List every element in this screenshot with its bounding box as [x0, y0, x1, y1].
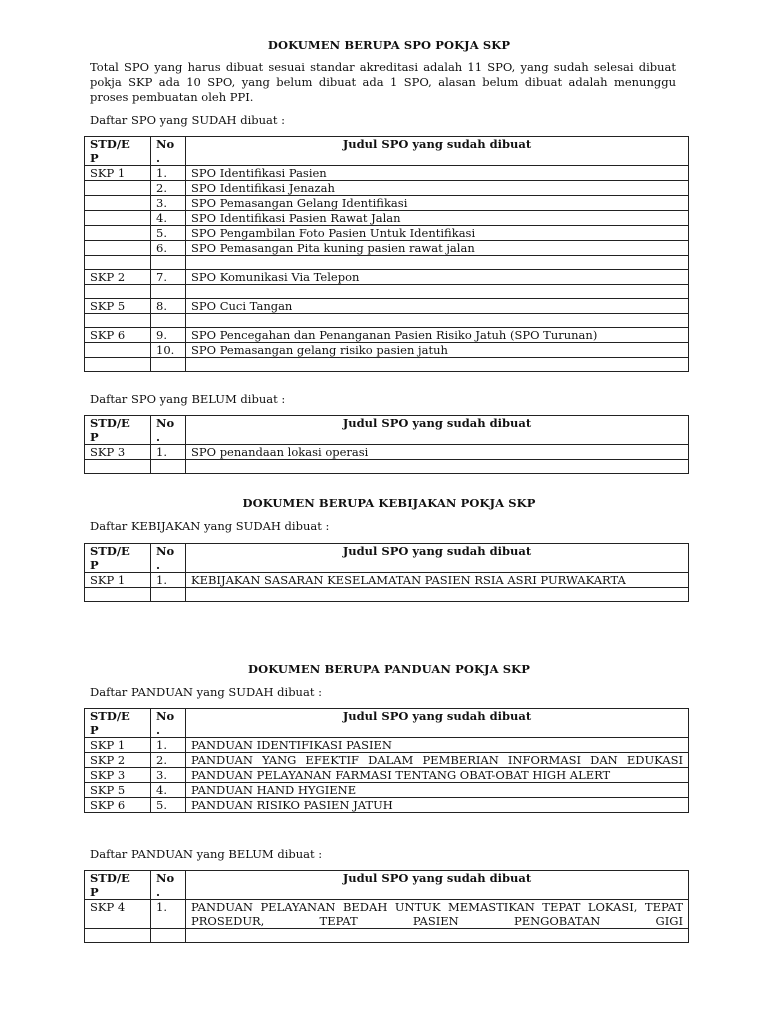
no-cell: 6. — [151, 241, 186, 256]
no-cell: 1. — [151, 166, 186, 181]
spo-pending-table — [84, 415, 689, 474]
panduan-pending-table — [84, 870, 689, 943]
std-cell: SKP 2 — [85, 753, 151, 768]
title-cell: KEBIJAKAN SASARAN KESELAMATAN PASIEN RSIA ASRI PURWAKARTA — [186, 573, 689, 588]
no-cell: 4. — [151, 211, 186, 226]
kebijakan-done-table — [84, 543, 689, 602]
column-header-no: No . — [151, 137, 186, 166]
column-header-no: No . — [151, 871, 186, 900]
std-cell — [85, 181, 151, 196]
no-cell: 1. — [151, 738, 186, 753]
table-row — [85, 445, 689, 460]
no-cell: 9. — [151, 328, 186, 343]
table-header-row — [85, 137, 689, 166]
table-header-row — [85, 709, 689, 738]
table-row — [85, 256, 689, 270]
spo-done-label: Daftar SPO yang SUDAH dibuat : — [90, 113, 286, 127]
panduan-section-heading: DOKUMEN BERUPA PANDUAN POKJA SKP — [248, 662, 530, 676]
column-header-title: Judul SPO yang sudah dibuat — [186, 544, 689, 573]
title-cell: SPO Cuci Tangan — [186, 299, 689, 314]
std-cell: SKP 1 — [85, 738, 151, 753]
std-cell — [85, 285, 151, 299]
title-cell: PANDUAN HAND HYGIENE — [186, 783, 689, 798]
title-cell — [186, 358, 689, 372]
column-header-std: STD/E P — [85, 544, 151, 573]
column-header-no: No . — [151, 709, 186, 738]
table-row — [85, 768, 689, 783]
title-cell — [186, 588, 689, 602]
title-cell — [186, 460, 689, 474]
table-row — [85, 900, 689, 929]
no-cell — [151, 358, 186, 372]
no-cell — [151, 588, 186, 602]
no-cell: 2. — [151, 753, 186, 768]
table-row — [85, 738, 689, 753]
no-cell: 3. — [151, 196, 186, 211]
table-row — [85, 929, 689, 943]
no-cell — [151, 460, 186, 474]
std-cell — [85, 256, 151, 270]
title-cell: SPO Pemasangan Gelang Identifikasi — [186, 196, 689, 211]
no-cell — [151, 929, 186, 943]
table-row — [85, 588, 689, 602]
title-cell: SPO penandaan lokasi operasi — [186, 445, 689, 460]
title-cell: PANDUAN IDENTIFIKASI PASIEN — [186, 738, 689, 753]
table-row — [85, 460, 689, 474]
table-row — [85, 314, 689, 328]
std-cell: SKP 1 — [85, 573, 151, 588]
title-cell: PANDUAN PELAYANAN BEDAH UNTUK MEMASTIKAN TEPAT LOKASI, TEPAT PROSEDUR, TEPAT PASIEN PENGOBATAN GIGI — [186, 900, 689, 929]
std-cell — [85, 211, 151, 226]
table-row — [85, 285, 689, 299]
std-cell: SKP 3 — [85, 768, 151, 783]
table-row — [85, 798, 689, 813]
table-row — [85, 211, 689, 226]
spo-done-table — [84, 136, 689, 372]
table-header-row — [85, 544, 689, 573]
no-cell: 1. — [151, 900, 186, 929]
std-cell: SKP 4 — [85, 900, 151, 929]
std-cell: SKP 5 — [85, 299, 151, 314]
no-cell: 1. — [151, 445, 186, 460]
title-cell: SPO Identifikasi Jenazah — [186, 181, 689, 196]
column-header-title: Judul SPO yang sudah dibuat — [186, 137, 689, 166]
std-cell — [85, 460, 151, 474]
panduan-done-label: Daftar PANDUAN yang SUDAH dibuat : — [90, 685, 322, 699]
table-row — [85, 783, 689, 798]
std-cell: SKP 3 — [85, 445, 151, 460]
no-cell — [151, 256, 186, 270]
std-cell — [85, 226, 151, 241]
title-cell: SPO Pemasangan gelang risiko pasien jatuh — [186, 343, 689, 358]
column-header-title: Judul SPO yang sudah dibuat — [186, 709, 689, 738]
title-cell: SPO Pencegahan dan Penanganan Pasien Risiko Jatuh (SPO Turunan) — [186, 328, 689, 343]
title-cell: SPO Pemasangan Pita kuning pasien rawat jalan — [186, 241, 689, 256]
no-cell: 5. — [151, 226, 186, 241]
column-header-std: STD/E P — [85, 871, 151, 900]
no-cell — [151, 314, 186, 328]
table-header-row — [85, 416, 689, 445]
kebijakan-section-heading: DOKUMEN BERUPA KEBIJAKAN POKJA SKP — [242, 496, 536, 510]
std-cell — [85, 343, 151, 358]
std-cell: SKP 1 — [85, 166, 151, 181]
no-cell — [151, 285, 186, 299]
table-row — [85, 573, 689, 588]
title-cell: PANDUAN RISIKO PASIEN JATUH — [186, 798, 689, 813]
kebijakan-done-label: Daftar KEBIJAKAN yang SUDAH dibuat : — [90, 519, 330, 533]
no-cell: 8. — [151, 299, 186, 314]
std-cell — [85, 929, 151, 943]
table-row — [85, 181, 689, 196]
std-cell — [85, 196, 151, 211]
std-cell — [85, 241, 151, 256]
table-row — [85, 241, 689, 256]
title-cell: PANDUAN YANG EFEKTIF DALAM PEMBERIAN INFORMASI DAN EDUKASI — [186, 753, 689, 768]
title-cell: SPO Identifikasi Pasien — [186, 166, 689, 181]
title-cell — [186, 285, 689, 299]
panduan-done-table — [84, 708, 689, 813]
table-row — [85, 270, 689, 285]
no-cell: 10. — [151, 343, 186, 358]
spo-intro-paragraph: Total SPO yang harus dibuat sesuai standar akreditasi adalah 11 SPO, yang sudah selesai dibuat pokja SKP ada 10 SPO, yang belum dibuat ada 1 SPO, alasan belum dibuat adalah menunggu proses pembuatan oleh PPI. — [90, 60, 676, 104]
column-header-title: Judul SPO yang sudah dibuat — [186, 871, 689, 900]
no-cell: 4. — [151, 783, 186, 798]
spo-section-heading: DOKUMEN BERUPA SPO POKJA SKP — [267, 38, 511, 52]
table-row — [85, 166, 689, 181]
table-row — [85, 343, 689, 358]
std-cell: SKP 5 — [85, 783, 151, 798]
no-cell: 1. — [151, 573, 186, 588]
std-cell: SKP 2 — [85, 270, 151, 285]
table-row — [85, 753, 689, 768]
title-cell — [186, 314, 689, 328]
table-header-row — [85, 871, 689, 900]
no-cell: 7. — [151, 270, 186, 285]
std-cell — [85, 314, 151, 328]
std-cell — [85, 588, 151, 602]
title-cell: SPO Identifikasi Pasien Rawat Jalan — [186, 211, 689, 226]
table-row — [85, 226, 689, 241]
column-header-std: STD/E P — [85, 709, 151, 738]
no-cell: 5. — [151, 798, 186, 813]
title-cell: SPO Pengambilan Foto Pasien Untuk Identifikasi — [186, 226, 689, 241]
spo-pending-label: Daftar SPO yang BELUM dibuat : — [90, 392, 286, 406]
column-header-std: STD/E P — [85, 416, 151, 445]
no-cell: 2. — [151, 181, 186, 196]
no-cell: 3. — [151, 768, 186, 783]
column-header-title: Judul SPO yang sudah dibuat — [186, 416, 689, 445]
std-cell: SKP 6 — [85, 798, 151, 813]
column-header-no: No . — [151, 544, 186, 573]
title-cell: PANDUAN PELAYANAN FARMASI TENTANG OBAT-OBAT HIGH ALERT — [186, 768, 689, 783]
table-row — [85, 196, 689, 211]
panduan-pending-label: Daftar PANDUAN yang BELUM dibuat : — [90, 847, 323, 861]
table-row — [85, 358, 689, 372]
title-cell: SPO Komunikasi Via Telepon — [186, 270, 689, 285]
table-row — [85, 328, 689, 343]
column-header-std: STD/E P — [85, 137, 151, 166]
title-cell — [186, 256, 689, 270]
title-cell — [186, 929, 689, 943]
std-cell — [85, 358, 151, 372]
table-row — [85, 299, 689, 314]
column-header-no: No . — [151, 416, 186, 445]
std-cell: SKP 6 — [85, 328, 151, 343]
